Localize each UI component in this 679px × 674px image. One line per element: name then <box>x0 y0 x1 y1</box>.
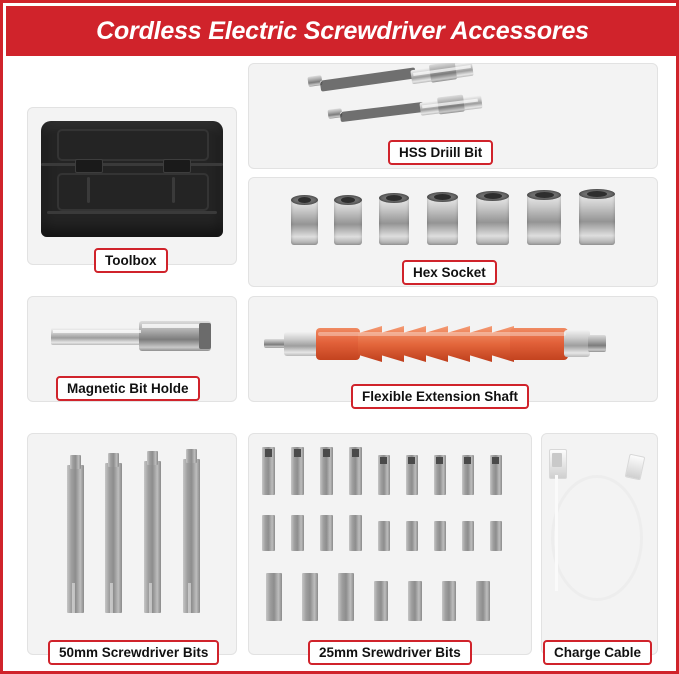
screwdriver-bit-icon <box>248 433 532 655</box>
label-flexible-shaft: Flexible Extension Shaft <box>351 384 529 409</box>
label-hss-drill-bit: HSS Driill Bit <box>388 140 493 165</box>
usb-cable-icon <box>541 433 658 655</box>
label-hex-socket: Hex Socket <box>402 260 497 285</box>
toolbox-icon <box>27 107 237 265</box>
label-toolbox: Toolbox <box>94 248 168 273</box>
label-50mm-bits: 50mm Screwdriver Bits <box>48 640 219 665</box>
label-25mm-bits: 25mm Srewdriver Bits <box>308 640 472 665</box>
header-banner <box>6 6 679 56</box>
label-charge-cable: Charge Cable <box>543 640 652 665</box>
screwdriver-bit-icon <box>27 433 237 655</box>
label-magnetic-holder: Magnetic Bit Holde <box>56 376 200 401</box>
page-title: Cordless Electric Screwdriver Accessores <box>96 16 589 45</box>
